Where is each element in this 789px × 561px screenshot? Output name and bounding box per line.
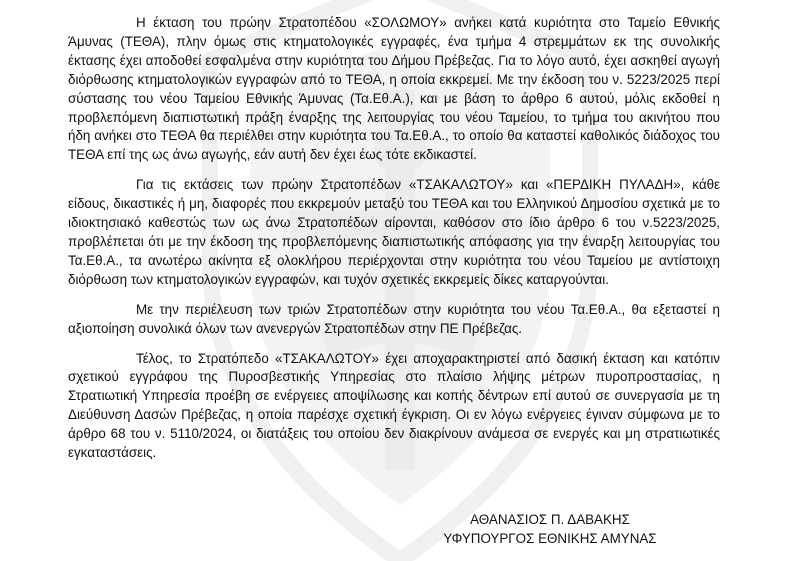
paragraph-solomou-camp: Η έκταση του πρώην Στρατοπέδου «ΣΟΛΩΜΟΥ» ανήκει κατά κυριότητα στο Ταμείο Εθνικής Άμυνας (ΤΕΘΑ), πλην όμως στις κτηματολογικές εγγραφές, ένα τμήμα 4 στρεμμάτων εκ της συνολικής έκτασης έχει αποδοθεί εσφαλμένα στην κυριότητα του Δήμου Πρέβεζας. Για το λόγο αυτό, έχει ασκηθεί αγωγή διόρθωσης κτηματολογικών εγγραφών από το ΤΕΘΑ, η οποία εκκρεμεί. Με την έκδοση του ν. 5223/2025 περί σύστασης του νέου Ταμείου Εθνικής Άμυνας (Τα.Εθ.Α.), και με βάση το άρθρο 6 αυτού, μόλις εκδοθεί η προβλεπόμενη διαπιστωτική πράξη έναρξης της λειτουργίας του νέου Ταμείου, το τμήμα του ακινήτου που ήδη ανήκει στο ΤΕΘΑ θα περιέλθει στην κυριότητα του Τα.Εθ.Α., το οποίο θα καταστεί καθολικός διάδοχος του ΤΕΘΑ επί της ως άνω αγωγής, εάν αυτή δεν έχει έως τότε εκδικαστεί. <box>68 15 720 163</box>
signature-block <box>400 510 700 548</box>
document-body <box>68 14 720 474</box>
signatory-name: ΑΘΑΝΑΣΙΟΣ Π. ΔΑΒΑΚΗΣ <box>470 512 630 527</box>
paragraph-utilization: Με την περιέλευση των τριών Στρατοπέδων στην κυριότητα του νέου Τα.Εθ.Α., θα εξεταστεί η αξιοποίηση συνολικά όλων των ανενεργών Στρατοπέδων στην ΠΕ Πρέβεζας. <box>68 301 720 336</box>
paragraph-deforestation: Τέλος, το Στρατόπεδο «ΤΣΑΚΑΛΩΤΟΥ» έχει αποχαρακτηριστεί από δασική έκταση και κατόπιν σχετικού εγγράφου της Πυροσβεστικής Υπηρεσίας στο πλαίσιο λήψης μέτρων πυροπροστασίας, η Στρατιωτική Υπηρεσία προέβη σε ενέργειες αποψίλωσης και κοπής δέντρων επί αυτού σε συνεργασία με τη Διεύθυνση Δασών Πρέβεζας, η οποία παρέσχε σχετική έγκριση. Οι εν λόγω ενέργειες έγιναν σύμφωνα με το άρθρο 68 του ν. 5110/2024, οι διατάξεις του οποίου δεν διακρίνουν ανάμεσα σε ενεργές και μη στρατιωτικές εγκαταστάσεις. <box>68 350 720 461</box>
signatory-title: ΥΦΥΠΟΥΡΓΟΣ ΕΘΝΙΚΗΣ ΑΜΥΝΑΣ <box>443 531 657 546</box>
paragraph-tsakalotou-perdiki-camps: Για τις εκτάσεις των πρώην Στρατοπέδων «ΤΣΑΚΑΛΩΤΟΥ» και «ΠΕΡΔΙΚΗ ΠΥΛΑΔΗ», κάθε είδους, δικαστικές ή μη, διαφορές που εκκρεμούν μεταξύ του ΤΕΘΑ και του Ελληνικού Δημοσίου σχετικά με το ιδιοκτησιακό καθεστώς των ως άνω Στρατοπέδων αίρονται, καθόσον στο ίδιο άρθρο 6 του ν.5223/2025, προβλέπεται ότι με την έκδοση της προβλεπόμενης διαπιστωτικής απόφασης για την έναρξη λειτουργίας του Τα.Εθ.Α., τα ανωτέρω ακίνητα εξ ολοκλήρου περιέρχονται στην κυριότητα του νέου Ταμείου με αντίστοιχη διόρθωση των κτηματολογικών εγγραφών, και τυχόν σχετικές εκκρεμείς δίκες καταργούνται. <box>68 177 720 287</box>
